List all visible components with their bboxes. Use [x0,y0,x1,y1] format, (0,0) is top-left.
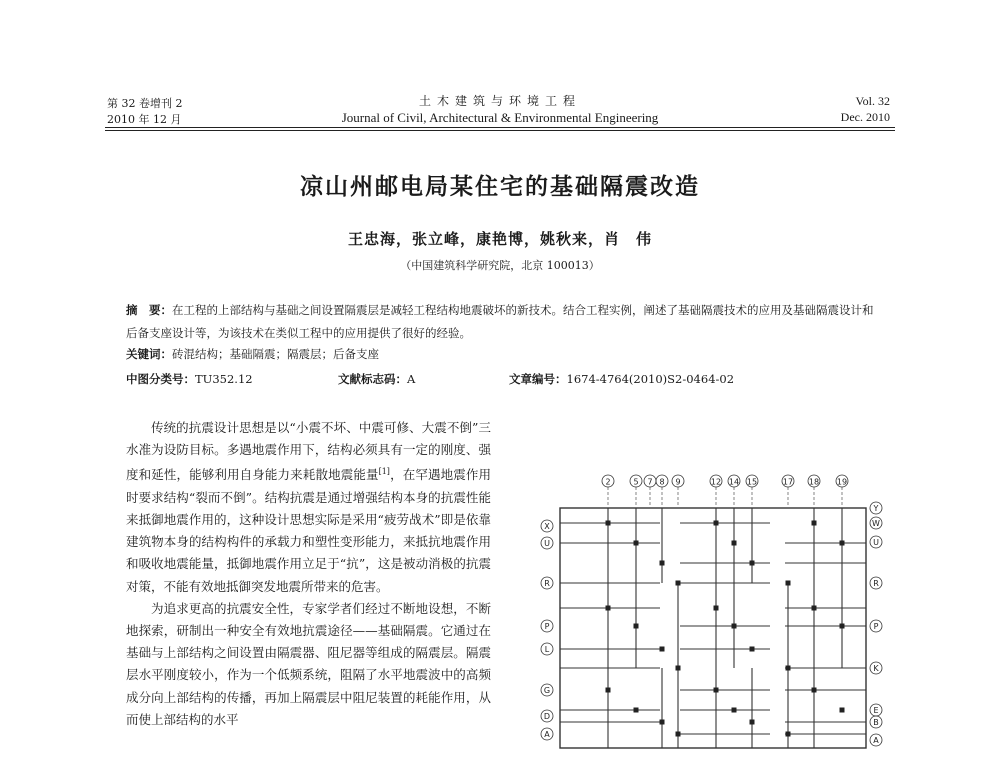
plan-column [660,647,665,652]
axis-bubble-right-K [870,662,882,674]
svg-text:18: 18 [808,477,820,487]
plan-column [714,688,719,693]
floor-plan-figure [530,468,890,759]
header-volume-en: Vol. 32 [855,94,890,108]
keywords [126,346,379,362]
article-label: 文章编号： [509,372,567,386]
header-date-cn: 2010 年 12 月 [107,113,182,126]
body-p1-part-b: ，在罕遇地震作用时要求结构“裂而不倒”。结构抗震是通过增强结构本身的抗震性能来抵御地震作用的，这种设计思想实际是采用“疲劳战术”即是依靠建筑物本身的结构构件的承载力和塑性变形能力，来抵抗地震作用和吸收地震能量，抵御地震作用立足于“抗”，这是被动消极的抗震对策，不能有效地抵御突发地震所带来的危害。 [126,467,491,594]
reference-1: [1] [378,467,390,477]
plan-column [840,708,845,713]
svg-text:12: 12 [710,477,722,487]
plan-column [606,521,611,526]
svg-text:L: L [544,645,550,654]
axis-bubble-left-P [541,620,553,632]
svg-text:17: 17 [782,477,794,487]
doc-code [338,371,415,387]
journal-name-en: Journal of Civil, Architectural & Environmental Engineering [341,110,659,125]
plan-column [732,708,737,713]
plan-grid [560,508,866,748]
axis-bubble-top-2 [602,475,614,506]
axis-bubble-right-P [870,620,882,632]
axis-bubble-left-G [541,684,553,696]
clc-number [126,371,253,387]
header-journal-block [300,93,700,126]
svg-text:A: A [544,730,550,739]
axis-bubble-top-8 [656,475,668,506]
plan-column [840,541,845,546]
svg-text:9: 9 [675,477,681,487]
axis-bubble-top-12 [710,475,722,506]
svg-text:14: 14 [728,477,740,487]
article-value: 1674-4764(2010)S2-0464-02 [566,372,735,386]
plan-column [786,581,791,586]
axis-bubble-right-Y [870,502,882,514]
left-axis-labels [541,520,553,740]
axis-bubble-left-D [541,710,553,722]
abstract [126,299,878,345]
header-volume-en-block [841,93,890,125]
right-axis-labels [870,502,882,746]
plan-column [812,521,817,526]
plan-column [714,521,719,526]
axis-bubble-right-R [870,577,882,589]
axis-bubble-top-17 [782,475,794,506]
body-p1-part-a: 传统的抗震设计思想是以“小震不坏、中震可修、大震不倒”三水准为设防目标。多遇地震作用下，结构必须具有一定的刚度、强度和延性，能够利用自身能力来耗散地震能量 [126,420,491,483]
axis-bubble-top-19 [836,475,848,506]
clc-label: 中图分类号： [126,372,195,386]
axis-bubble-top-14 [728,475,740,506]
axis-bubble-top-18 [808,475,820,506]
keywords-text: 砖混结构；基础隔震；隔震层；后备支座 [172,347,379,361]
svg-text:W: W [872,519,880,528]
plan-column [634,624,639,629]
body-column-left [126,417,491,731]
abstract-label: 摘 要： [126,303,172,317]
axis-bubble-right-E [870,704,882,716]
plan-column [786,732,791,737]
plan-column [812,606,817,611]
axis-bubble-right-W [870,517,882,529]
plan-column [714,606,719,611]
axis-bubble-left-U [541,537,553,549]
axis-bubble-left-R [541,577,553,589]
svg-text:7: 7 [647,477,653,487]
doc-label: 文献标志码： [338,372,407,386]
svg-text:G: G [543,686,551,695]
axis-bubble-top-9 [672,475,684,506]
svg-text:X: X [544,522,550,531]
header-rule-thin [105,130,895,131]
paper-affiliation: （中国建筑科学研究院，北京 100013） [400,259,600,272]
body-paragraph-1 [126,417,491,598]
plan-column [750,561,755,566]
svg-text:P: P [873,622,879,631]
paper-title: 凉山州邮电局某住宅的基础隔震改造 [300,173,700,200]
axis-bubble-top-5 [630,475,642,506]
plan-column [660,561,665,566]
abstract-text: 在工程的上部结构与基础之间设置隔震层是减轻工程结构地震破坏的新技术。结合工程实例，阐述了基础隔震技术的应用及基础隔震设计和后备支座设计等，为该技术在类似工程中的应用提供了很好的经验。 [126,303,874,340]
top-axis-labels [602,475,848,506]
svg-text:A: A [873,736,879,745]
svg-text:19: 19 [836,477,848,487]
axis-bubble-top-7 [644,475,656,506]
axis-bubble-right-U [870,536,882,548]
svg-text:K: K [873,664,879,673]
svg-text:U: U [873,538,879,547]
plan-column [634,541,639,546]
svg-text:D: D [543,712,551,721]
plan-column [840,624,845,629]
axis-bubble-left-X [541,520,553,532]
plan-column [732,541,737,546]
svg-text:E: E [873,706,879,715]
axis-bubble-left-L [541,643,553,655]
clc-value: TU352.12 [195,372,253,386]
svg-text:B: B [873,718,879,727]
article-number [509,371,734,387]
doc-value: A [407,372,416,386]
paper-authors: 王忠海，张立峰，康艳博，姚秋来，肖 伟 [347,230,652,248]
plan-column [750,720,755,725]
svg-text:15: 15 [746,477,758,487]
header-volume-block [107,96,183,128]
svg-text:2: 2 [605,477,611,487]
body-paragraph-2: 为追求更高的抗震安全性，专家学者们经过不断地设想，不断地探索，研制出一种安全有效地抗震途径——基础隔震。它通过在基础与上部结构之间设置由隔震器、阻尼器等组成的隔震层。隔震层水平刚度较小，作为一个低频系统，阻隔了水平地震波中的高频成分向上部结构的传播，再加上隔震层中阻尼装置的耗能作用，从而使上部结构的水平 [126,600,491,727]
svg-text:R: R [544,579,550,588]
axis-bubble-top-15 [746,475,758,506]
plan-column [732,624,737,629]
plan-column [606,688,611,693]
svg-text:5: 5 [633,477,639,487]
plan-column [676,581,681,586]
journal-name-cn: 土木建筑与环境工程 [418,94,581,108]
plan-column [606,606,611,611]
header-date-en: Dec. 2010 [840,110,890,124]
plan-column [786,666,791,671]
plan-column [676,666,681,671]
axis-bubble-right-A [870,734,882,746]
keywords-label: 关键词： [126,347,172,361]
axis-bubble-right-B [870,716,882,728]
header-rule-thick [105,127,895,128]
plan-column [634,708,639,713]
plan-outline [560,508,866,748]
plan-column [676,732,681,737]
plan-column [812,688,817,693]
plan-column [660,720,665,725]
svg-text:Y: Y [873,504,879,513]
svg-text:8: 8 [659,477,665,487]
svg-text:U: U [544,539,550,548]
header-volume-cn: 第 32 卷增刊 2 [107,97,183,110]
axis-bubble-left-A [541,728,553,740]
svg-text:P: P [544,622,550,631]
plan-column [750,647,755,652]
svg-text:R: R [873,579,879,588]
